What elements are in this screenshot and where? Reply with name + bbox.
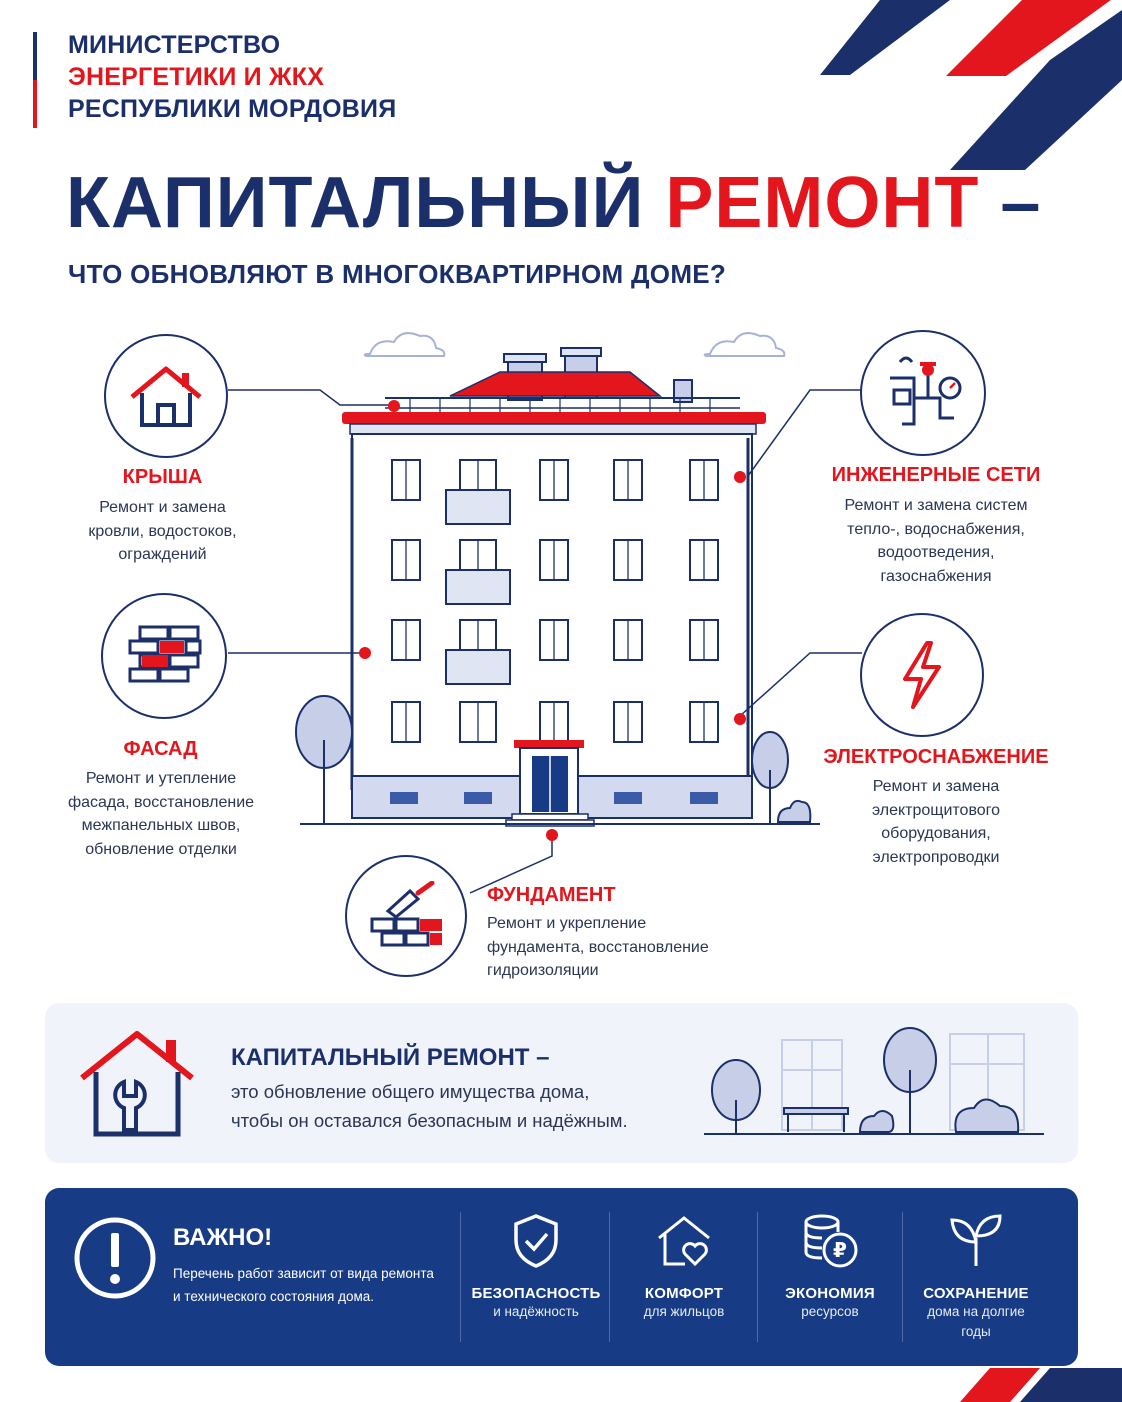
divider: [460, 1212, 461, 1342]
roof-desc-line: кровли, водостоков,: [88, 522, 237, 540]
house-roof-icon: [126, 361, 206, 431]
roof-title: КРЫША: [122, 466, 203, 488]
divider: [902, 1212, 903, 1342]
benefit-title: КОМФОРТ: [644, 1285, 724, 1302]
park-scene-illustration: [700, 1020, 1048, 1140]
foundation-icon-circle: [345, 855, 467, 977]
benefit-sub: годы: [961, 1324, 991, 1339]
important-title: ВАЖНО!: [173, 1224, 273, 1251]
divider: [757, 1212, 758, 1342]
title-part2: РЕМОНТ: [665, 163, 980, 243]
important-line1: Перечень работ зависит от вида ремонта: [173, 1266, 434, 1281]
facade-title: ФАСАД: [123, 738, 198, 760]
dot-roof: [388, 400, 400, 412]
house-wrench-icon: [72, 1022, 202, 1142]
benefit-sub: ресурсов: [801, 1304, 859, 1319]
exclamation-circle-icon: [72, 1215, 158, 1301]
shield-check-icon: [510, 1212, 562, 1270]
facade-desc: [45, 767, 277, 861]
facade-desc-line: обновление отделки: [85, 840, 237, 858]
roof-desc: [50, 496, 275, 567]
engineering-desc-line: Ремонт и замена систем: [844, 497, 1028, 514]
dot-engineering: [734, 471, 746, 483]
engineering-desc: [822, 494, 1050, 588]
divider: [609, 1212, 610, 1342]
facade-desc-line: Ремонт и утепление: [85, 770, 237, 787]
lightning-icon: [897, 639, 947, 711]
important-line2: и технического состояния дома.: [173, 1289, 375, 1304]
svg-text:₽: ₽: [833, 1238, 847, 1262]
electric-desc-line: Ремонт и замена: [872, 778, 1000, 795]
ministry-line-2: ЭНЕРГЕТИКИ И ЖКХ: [68, 63, 325, 91]
foundation-desc-line: фундамента, восстановление: [487, 938, 709, 956]
definition-line2: чтобы он оставался безопасным и надёжным.: [231, 1110, 628, 1131]
benefit-comfort: [614, 1212, 754, 1322]
brick-wall-icon: [124, 623, 204, 689]
dot-facade: [359, 647, 371, 659]
electric-desc-line: электропроводки: [872, 848, 1000, 866]
electric-icon-circle: [860, 613, 984, 737]
engineering-desc-line: водоотведения,: [877, 544, 995, 561]
benefit-title: БЕЗОПАСНОСТЬ: [471, 1285, 601, 1302]
engineering-title: ИНЖЕНЕРНЫЕ СЕТИ: [831, 464, 1041, 486]
title-part1: КАПИТАЛЬНЫЙ: [66, 163, 645, 243]
facade-desc-line: межпанельных швов,: [81, 817, 241, 834]
title-dash: –: [1000, 163, 1042, 243]
benefit-sub: и надёжность: [493, 1304, 579, 1319]
trowel-bricks-icon: [366, 881, 446, 951]
foundation-desc-line: гидроизоляции: [487, 962, 599, 979]
facade-desc-line: фасада, восстановление: [67, 793, 255, 811]
flag-stripes-bottom: [920, 1368, 1122, 1402]
roof-desc-line: ограждений: [118, 546, 207, 563]
foundation-desc: [487, 912, 747, 983]
roof-icon-circle: [104, 334, 228, 458]
pipes-valve-icon: [880, 350, 966, 436]
benefit-preservation: [906, 1212, 1046, 1342]
roof-desc-line: Ремонт и замена: [99, 499, 226, 516]
electric-title: ЭЛЕКТРОСНАБЖЕНИЕ: [823, 746, 1049, 768]
benefit-title: ЭКОНОМИЯ: [785, 1285, 875, 1302]
engineering-icon-circle: [860, 330, 986, 456]
engineering-desc-line: тепло-, водоснабжения,: [847, 520, 1025, 538]
benefit-economy: [760, 1212, 900, 1322]
dot-foundation: [546, 829, 558, 841]
engineering-desc-line: газоснабжения: [880, 567, 992, 585]
electric-desc-line: оборудования,: [881, 825, 991, 842]
benefit-sub: дома на долгие: [927, 1304, 1025, 1319]
facade-icon-circle: [101, 593, 227, 719]
ministry-line-1: МИНИСТЕРСТВО: [68, 31, 281, 59]
house-heart-icon: [655, 1212, 713, 1270]
coins-ruble-icon: [800, 1212, 860, 1270]
foundation-desc-line: Ремонт и укрепление: [487, 915, 647, 932]
page-subtitle: ЧТО ОБНОВЛЯЮТ В МНОГОКВАРТИРНОМ ДОМЕ?: [68, 259, 727, 289]
benefit-sub: для жильцов: [643, 1304, 725, 1319]
electric-desc: [822, 775, 1050, 869]
benefit-safety: [466, 1212, 606, 1322]
dot-electric: [734, 713, 746, 725]
ministry-line-3: РЕСПУБЛИКИ МОРДОВИЯ: [68, 95, 397, 123]
foundation-title: ФУНДАМЕНТ: [487, 884, 616, 906]
definition-line1: это обновление общего имущества дома,: [231, 1081, 590, 1102]
definition-title: КАПИТАЛЬНЫЙ РЕМОНТ –: [231, 1044, 550, 1071]
benefit-title: СОХРАНЕНИЕ: [923, 1285, 1029, 1302]
electric-desc-line: электрощитового: [871, 801, 1001, 819]
sprout-icon: [946, 1212, 1006, 1270]
